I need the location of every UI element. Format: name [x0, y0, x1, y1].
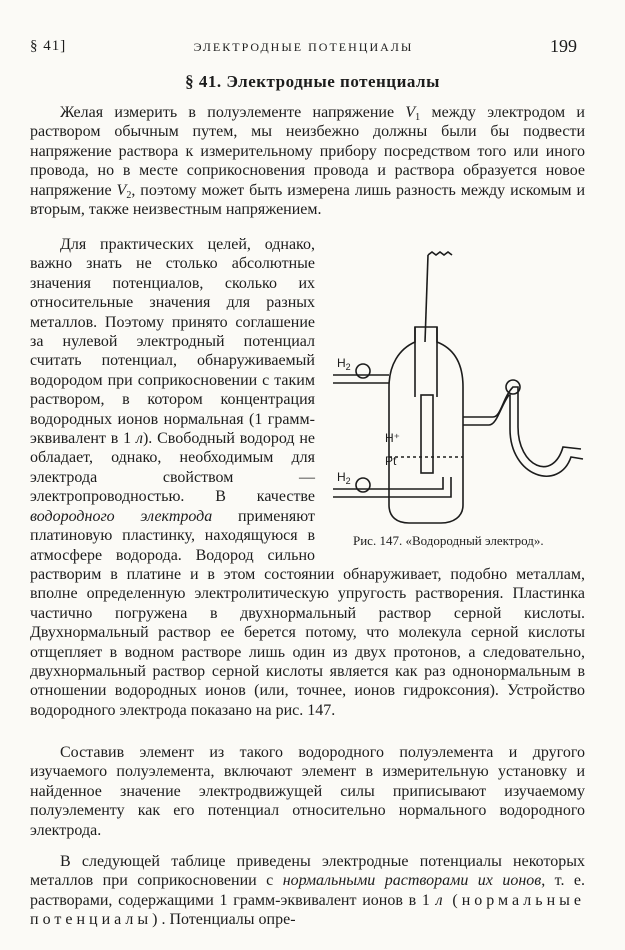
bottom-stopcock — [356, 478, 370, 492]
symbol-v1-sub: 1 — [415, 112, 421, 123]
p4-unit-liter: л — [435, 891, 443, 909]
p1-text-c: , поэтому может быть измерена лишь разность между искомым и вторым, также неизвестным напряжением. — [30, 181, 586, 219]
paragraph-3: Составив элемент из такого водородного полуэлемента и другого изучаемого полуэлемента, включают элемент в измерительную установку и найденное значение электродвижущей силы приписывают изучаемому полуэлементу как его потенциал относительно нормального водородного электрода. — [30, 744, 585, 839]
spaced-normal-potentials: (нормальные потенциалы) — [30, 891, 585, 929]
section-ref: § 41] — [30, 38, 67, 54]
bottom-gas-inlet — [333, 477, 451, 497]
p4-text-b: , т. е. растворами, содержащими 1 грамм-эквивалент ионов в 1 — [30, 872, 586, 909]
electrode-vessel — [389, 327, 463, 523]
figure-caption: Рис. 147. «Водородный электрод». — [353, 532, 544, 548]
label-h2-bottom: $H_2$ — [337, 470, 351, 486]
p2-text-b: ). Свободный водород не обладает, однако, необходимым для электрода свойством — электропроводностью. В качестве — [30, 430, 315, 506]
inner-tube — [415, 327, 437, 397]
label-pt: Pt — [385, 454, 397, 468]
hydrogen-electrode-figure — [323, 237, 585, 550]
page-number: 199 — [550, 36, 577, 56]
label-h-plus: H⁺ — [385, 431, 400, 445]
top-stopcock — [356, 364, 370, 378]
p1-text-a: Желая измерить в полуэлементе напряжение — [60, 104, 406, 121]
term-hydrogen-electrode: водородного электрода — [30, 507, 213, 525]
siphon-tube — [463, 387, 581, 467]
siphon-tube-outer — [463, 395, 583, 476]
platinum-plate — [421, 395, 433, 473]
p1-text-b: между электродом и раствором обычным путем, мы неизбежно должны были бы подвести напряжение раствора к измерительному прибору посредством того или иного провода, но в месте соприкосновения провода и раствора образуется новое напряжение — [30, 104, 585, 199]
p2-text-c: применяют платиновую пластинку, находящуюся в атмосфере водорода. Водород сильно растворим в платине и в этом состоянии обнаруживает, подобно металлам, вполне определенную электролитическую упругость растворения. Пластинка частично погружена в двухнормальный раствор серной кислоты. Двухнормальный раствор ее берется потому, что молекула серной кислоты отщепляет в водном растворе лишь один из двух протонов, а следовательно, двухнормальный раствор серной кислоты является как раз однонормальным в отношении водородных ионов (или, точнее, ионов гидроксония). Устройство водородного электрода показано на рис. 147. — [30, 507, 585, 719]
symbol-v2-sub: 2 — [126, 189, 132, 201]
symbol-v2: V — [116, 181, 127, 199]
paragraph-4 — [30, 852, 585, 930]
electrode-wire — [425, 255, 428, 342]
label-h2-top: $H_2$ — [337, 356, 351, 372]
p4-text-c: . Потенциалы опре- — [161, 911, 296, 929]
p2-text-a: Для практических целей, однако, важно знать не столько абсолютные значения потенциалов, сколько их относительные значения для разных металлов. Поэтому принято соглашение за нулевой электродный потенциал считать потенциал, обнаруживаемый водородом при соприкосновении с таким раствором, в котором концентрация водородных ионов нормальная (1 грамм-эквивалент в 1 — [30, 236, 315, 448]
p4-text-a: В следующей таблице приведены электродные потенциалы некоторых металлов при соприкосновении с — [30, 853, 585, 890]
running-title: ЭЛЕКТРОДНЫЕ ПОТЕНЦИАЛЫ — [193, 40, 414, 54]
wire-coil — [428, 252, 452, 255]
paragraph-1 — [30, 103, 585, 219]
top-gas-inlet — [333, 375, 389, 383]
symbol-v1: V — [405, 104, 416, 121]
section-title: § 41. Электродные потенциалы — [185, 72, 440, 91]
paragraph-2 — [30, 235, 585, 720]
running-head — [30, 38, 577, 58]
p2-unit-liter: л — [135, 430, 143, 448]
hydrogen-electrode-diagram — [323, 237, 585, 527]
term-normal-solutions: нормальными растворами их ионов — [282, 872, 542, 890]
